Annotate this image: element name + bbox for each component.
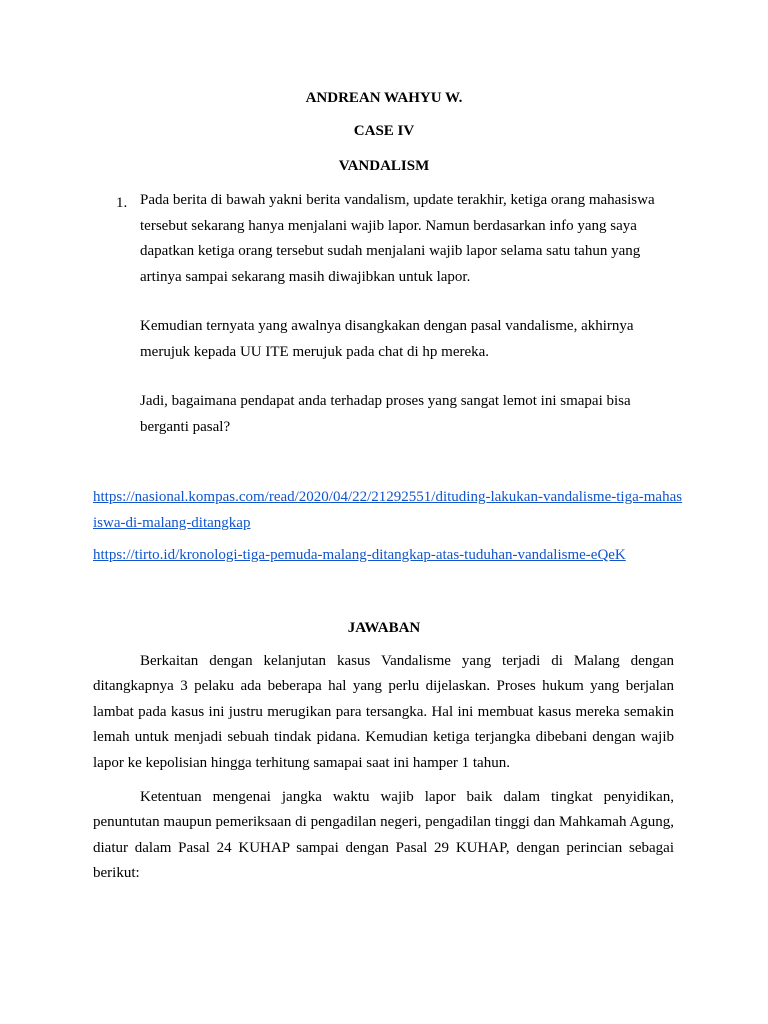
reference-links-2 <box>93 542 683 568</box>
reference-links <box>93 484 683 536</box>
list-number: 1. <box>116 195 128 211</box>
reference-link-tirto[interactable]: https://tirto.id/kronologi-tiga-pemuda-malang-ditangkap-atas-tuduhan-vandalisme-eQeK <box>93 547 626 563</box>
topic-title: VANDALISM <box>338 158 430 174</box>
question-paragraph-3: Jadi, bagaimana pendapat anda terhadap proses yang sangat lemot ini smapai bisa berganti pasal? <box>140 393 631 435</box>
author-name: ANDREAN WAHYU W. <box>305 90 463 106</box>
case-title: CASE IV <box>353 123 415 139</box>
answer-heading: JAWABAN <box>347 620 421 636</box>
reference-link-kompas[interactable]: https://nasional.kompas.com/read/2020/04/22/21292551/dituding-lakukan-vandalisme-tiga-mahasiswa-di-malang-ditangkap <box>93 489 683 531</box>
answer-paragraph-2: Ketentuan mengenai jangka waktu wajib lapor baik dalam tingkat penyidikan, penuntutan maupun pemeriksaan di pengadilan negeri, pengadilan tinggi dan Mahkamah Agung, diatur dalam Pasal 24 KUHAP sampai dengan Pasal 29 KUHAP, dengan perincian sebagai berikut: <box>93 789 674 882</box>
question-paragraph-2: Kemudian ternyata yang awalnya disangkakan dengan pasal vandalisme, akhirnya merujuk kepada UU ITE merujuk pada chat di hp mereka. <box>140 318 634 360</box>
answer-paragraph-1: Berkaitan dengan kelanjutan kasus Vandalisme yang terjadi di Malang dengan ditangkapnya 3 pelaku ada beberapa hal yang perlu dijelaskan. Proses hukum yang berjalan lambat pada kasus ini justru merugikan para tersangka. Hal ini membuat kasus mereka semakin lemah untuk menjadi sebuah tindak pidana. Kemudian ketiga terjangka dibebani dengan wajib lapor ke kepolisian hingga terhitung samapai saat ini hamper 1 tahun. <box>93 653 674 771</box>
question-paragraph-1: Pada berita di bawah yakni berita vandalism, update terakhir, ketiga orang mahasiswa tersebut sekarang hanya menjalani wajib lapor. Namun berdasarkan info yang saya dapatkan ketiga orang tersebut sudah menjalani wajib lapor selama satu tahun yang artinya sampai sekarang masih diwajibkan untuk lapor. <box>140 192 655 285</box>
